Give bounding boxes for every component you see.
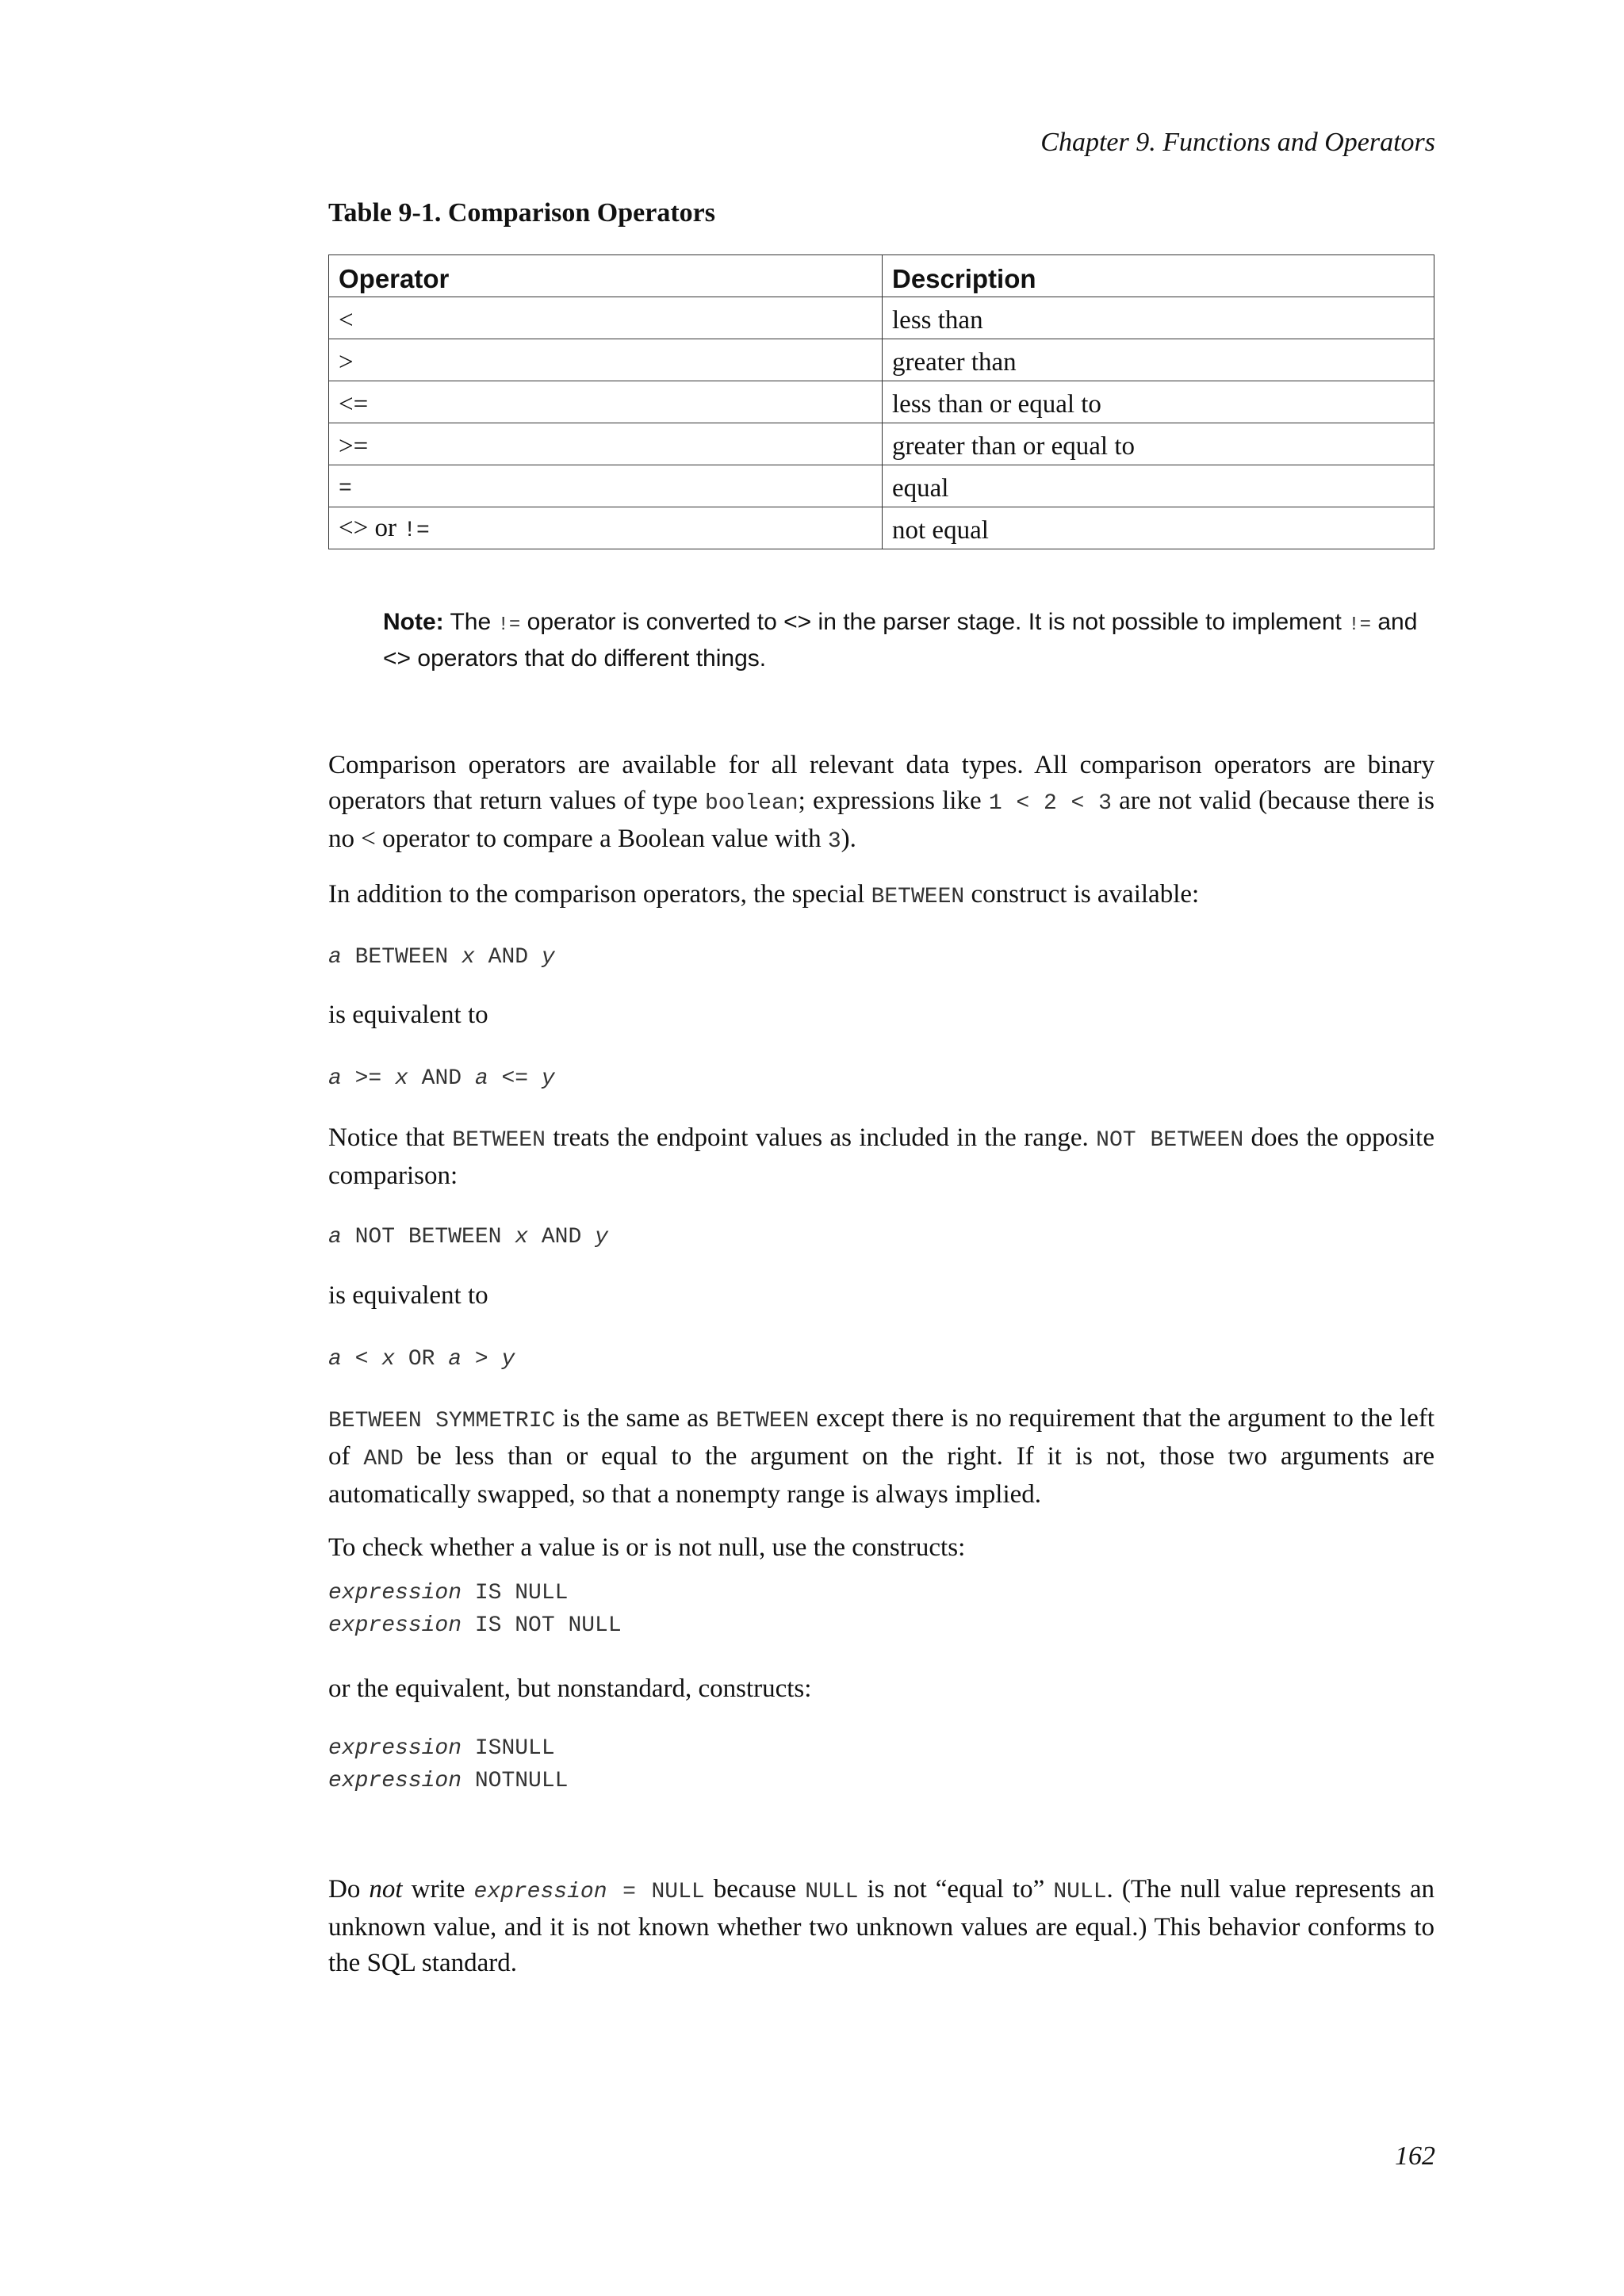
paragraph-null-check xyxy=(328,1530,1434,1566)
operator-conjunction: or xyxy=(368,514,404,542)
note-label: Note: xyxy=(383,609,444,635)
code-var: y xyxy=(595,1225,608,1249)
code-keyword: ISNULL xyxy=(462,1736,555,1761)
paragraph-text: construct is available: xyxy=(964,880,1200,909)
code-var: x xyxy=(462,945,475,970)
paragraph-binary-operators xyxy=(328,748,1434,859)
note-text: operators that do different things. xyxy=(411,645,767,672)
code-var: a xyxy=(448,1347,462,1372)
code-isnull xyxy=(328,1732,568,1797)
operator-cell: <= xyxy=(329,381,883,423)
paragraph-between-notice xyxy=(328,1120,1434,1194)
paragraph-text: because xyxy=(704,1875,806,1904)
paragraph-text: write xyxy=(402,1875,474,1904)
paragraph-text: is equivalent to xyxy=(328,1281,488,1310)
description-cell: not equal xyxy=(883,507,1434,549)
paragraph-text: is not “equal to” xyxy=(858,1875,1054,1904)
inline-code: boolean xyxy=(704,791,799,816)
table-row xyxy=(329,297,1434,339)
inline-code: AND xyxy=(363,1447,404,1471)
emphasis: not xyxy=(369,1875,403,1904)
inline-code: <> xyxy=(783,609,812,635)
code-not-between xyxy=(328,1221,608,1253)
operator-cell: >= xyxy=(329,423,883,465)
inline-code: NULL xyxy=(805,1880,859,1904)
code-keyword: AND xyxy=(474,945,542,970)
column-header-description: Description xyxy=(883,255,1434,297)
code-var: y xyxy=(541,1066,555,1091)
paragraph-nonstandard xyxy=(328,1671,1434,1707)
page-number: 162 xyxy=(1395,2141,1435,2171)
code-line xyxy=(328,1732,568,1765)
code-keyword: NOT BETWEEN xyxy=(341,1225,515,1249)
table-row xyxy=(329,465,1434,507)
table-header-row xyxy=(329,255,1434,297)
code-var: a xyxy=(328,1066,342,1091)
code-keyword: < xyxy=(341,1347,382,1372)
code-var: y xyxy=(501,1347,515,1372)
code-var: y xyxy=(541,945,555,970)
inline-code: NOT BETWEEN xyxy=(1096,1128,1244,1153)
description-cell: less than or equal to xyxy=(883,381,1434,423)
code-var: expression xyxy=(328,1736,462,1761)
code-keyword: IS NULL xyxy=(462,1581,569,1605)
description-cell: greater than xyxy=(883,339,1434,381)
code-var: a xyxy=(328,1347,342,1372)
paragraph-text: Comparison operators are available for all relevant data types. All comparison operators are binary operators that return values of type xyxy=(328,751,1434,815)
note-box xyxy=(383,606,1438,675)
paragraph-text: be less than or equal to the argument on the right. If it is not, those two arguments are automatically swapped, so that a nonempty range is always implied. xyxy=(328,1442,1434,1509)
paragraph-text: except there is no requirement that the argument to the left of xyxy=(328,1404,1434,1471)
inline-code: <> xyxy=(383,645,412,672)
operator-cell: > xyxy=(329,339,883,381)
paragraph-between-intro xyxy=(328,877,1434,915)
code-keyword: <= xyxy=(488,1066,542,1091)
code-var: x xyxy=(381,1347,396,1372)
paragraph-text: ). xyxy=(841,825,856,853)
code-var: x xyxy=(395,1066,408,1091)
code-range-or xyxy=(328,1343,515,1376)
paragraph-text: is the same as xyxy=(555,1404,716,1433)
code-keyword: OR xyxy=(395,1347,449,1372)
description-cell: less than xyxy=(883,297,1434,339)
code-keyword: AND xyxy=(528,1225,596,1249)
code-var: expression xyxy=(328,1769,462,1793)
code-line xyxy=(328,1577,622,1609)
inline-code: expression xyxy=(473,1880,607,1904)
code-keyword: BETWEEN xyxy=(341,945,462,970)
inline-code: = NULL xyxy=(607,1880,705,1904)
inline-code: BETWEEN xyxy=(871,885,965,909)
paragraph-text: . (The null value represents an unknown value, and it is not known whether two unknown values are equal.) This behavior conforms to the SQL standard. xyxy=(328,1875,1435,1977)
code-keyword: > xyxy=(462,1347,502,1372)
inline-code: != xyxy=(1348,614,1372,636)
inline-code: BETWEEN SYMMETRIC xyxy=(328,1409,556,1433)
paragraph-text: is equivalent to xyxy=(328,1001,488,1029)
inline-code: 1 < 2 < 3 xyxy=(988,791,1112,816)
operator-cell xyxy=(329,507,883,549)
paragraph-text: are not valid (because there is no xyxy=(328,786,1434,853)
note-text: The xyxy=(443,609,498,635)
inline-code: < xyxy=(361,825,376,853)
paragraph-text: To check whether a value is or is not null, use the constructs: xyxy=(328,1533,966,1562)
running-header: Chapter 9. Functions and Operators xyxy=(1040,128,1435,157)
paragraph-text: operator to compare a Boolean value with xyxy=(375,825,828,853)
paragraph-text: or the equivalent, but nonstandard, constructs: xyxy=(328,1674,812,1703)
note-text: operator is converted to xyxy=(520,609,784,635)
description-cell: equal xyxy=(883,465,1434,507)
inline-code: BETWEEN xyxy=(452,1128,546,1153)
code-var: expression xyxy=(328,1613,462,1638)
table-row xyxy=(329,381,1434,423)
inline-code: BETWEEN xyxy=(715,1409,810,1433)
table-row xyxy=(329,507,1434,549)
code-line xyxy=(328,1609,622,1642)
paragraph-equivalent-2 xyxy=(328,1278,1434,1314)
code-keyword: NOTNULL xyxy=(462,1769,569,1793)
code-between xyxy=(328,941,555,974)
table-caption: Table 9-1. Comparison Operators xyxy=(328,198,715,228)
paragraph-text: ; expressions like xyxy=(798,786,989,815)
paragraph-between-symmetric xyxy=(328,1401,1434,1513)
code-var: expression xyxy=(328,1581,462,1605)
code-line xyxy=(328,1765,568,1797)
paragraph-text: In addition to the comparison operators, the special xyxy=(328,880,871,909)
column-header-operator: Operator xyxy=(329,255,883,297)
note-text: and xyxy=(1371,609,1418,635)
paragraph-text: treats the endpoint values as included in the range. xyxy=(545,1123,1097,1152)
paragraph-equivalent-1 xyxy=(328,997,1434,1033)
description-cell: greater than or equal to xyxy=(883,423,1434,465)
code-range-and xyxy=(328,1062,555,1095)
code-var: a xyxy=(328,1225,342,1249)
inline-code: != xyxy=(497,614,521,636)
code-var: a xyxy=(474,1066,488,1091)
inline-code: 3 xyxy=(827,829,841,854)
operator-cell xyxy=(329,465,883,507)
table-row xyxy=(329,423,1434,465)
paragraph-text: Notice that xyxy=(328,1123,453,1152)
table-row xyxy=(329,339,1434,381)
operator-code: = xyxy=(339,476,352,501)
operator-code: != xyxy=(403,519,430,543)
paragraph-do-not xyxy=(328,1872,1434,1981)
code-var: a xyxy=(328,945,342,970)
code-keyword: AND xyxy=(408,1066,475,1091)
code-var: x xyxy=(515,1225,529,1249)
code-keyword: >= xyxy=(341,1066,396,1091)
code-is-null xyxy=(328,1577,622,1642)
operator-code: <> xyxy=(339,514,369,542)
paragraph-text: Do xyxy=(328,1875,370,1904)
operator-cell: < xyxy=(329,297,883,339)
paragraph-text: does the opposite comparison: xyxy=(328,1123,1434,1190)
code-keyword: IS NOT NULL xyxy=(462,1613,622,1638)
note-text: in the parser stage. It is not possible to implement xyxy=(811,609,1349,635)
comparison-operators-table xyxy=(328,254,1434,549)
inline-code: NULL xyxy=(1053,1880,1107,1904)
